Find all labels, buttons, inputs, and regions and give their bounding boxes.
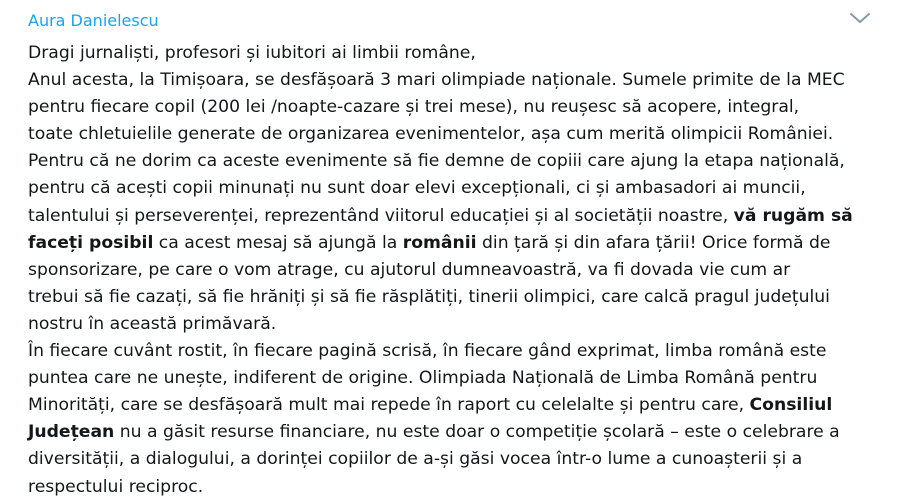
text-segment: din țară și din afara țării! Orice formă de	[476, 232, 831, 253]
text-segment: Anul acesta, la Timișoara, se desfășoară 3 mari olimpiade naționale. Sumele primite de la MEC	[28, 70, 845, 91]
text-segment: toate chletuielile generate de organizarea evenimentelor, așa cum merită olimpicii României.	[28, 124, 834, 145]
text-segment: pentru fiecare copil (200 lei /noapte-cazare și trei mese), nu reușesc să acopere, integral,	[28, 97, 800, 118]
tweet-text-line	[28, 474, 878, 501]
bold-text-segment: românii	[402, 232, 477, 253]
text-segment: ca acest mesaj să ajungă la	[153, 232, 403, 253]
text-segment: puntea care ne unește, indiferent de origine. Olimpiada Națională de Limba Română pentru	[28, 368, 818, 389]
tweet-text-line	[28, 338, 878, 365]
tweet-text-line	[28, 230, 878, 257]
tweet-text-line	[28, 67, 878, 94]
tweet-text-line	[28, 446, 878, 473]
bold-text-segment: Județean	[28, 422, 115, 443]
text-segment: Pentru că ne dorim ca aceste evenimente să fie demne de copiii care ajung la etapa națională,	[28, 151, 845, 172]
bold-text-segment: faceți posibil	[28, 232, 154, 253]
tweet-text	[28, 40, 878, 501]
bold-text-segment: vă rugăm să	[733, 205, 853, 226]
tweet-text-line	[28, 40, 878, 67]
text-segment: pentru că acești copii minunați nu sunt doar elevi excepționali, ci și ambasadori ai muncii,	[28, 178, 806, 199]
tweet-text-line	[28, 284, 878, 311]
tweet-text-line	[28, 148, 878, 175]
text-segment: respectului reciproc.	[28, 476, 204, 497]
tweet-text-line	[28, 94, 878, 121]
text-segment: nu a găsit resurse financiare, nu este doar o competiție școlară – este o celebrare a	[114, 422, 840, 443]
text-segment: În fiecare cuvânt rostit, în fiecare pagină scrisă, în fiecare gând exprimat, limba română este	[28, 341, 827, 362]
tweet-text-line	[28, 121, 878, 148]
tweet-text-line	[28, 392, 878, 419]
tweet-text-line	[28, 175, 878, 202]
text-segment: talentului și perseverenței, reprezentând viitorul educației și al societății noastre,	[28, 205, 734, 226]
tweet-text-line	[28, 203, 878, 230]
tweet-text-line	[28, 257, 878, 284]
more-options-button[interactable]	[848, 8, 872, 28]
text-segment: nostru în această primăvară.	[28, 313, 277, 334]
text-segment: Minorități, care se desfășoară mult mai repede în raport cu celelalte și pentru care,	[28, 395, 750, 416]
tweet-text-line	[28, 419, 878, 446]
text-segment: sponsorizare, pe care o vom atrage, cu ajutorul dumneavoastră, va fi dovada vie cum ar	[28, 259, 791, 280]
tweet-text-line	[28, 365, 878, 392]
chevron-down-icon	[849, 11, 871, 25]
bold-text-segment: Consiliul	[749, 395, 833, 416]
text-segment: trebui să fie cazați, să fie hrăniți și să fie răsplătiți, tinerii olimpici, care calcă pragul județului	[28, 286, 830, 307]
tweet-text-line	[28, 311, 878, 338]
text-segment: Dragi jurnaliști, profesori și iubitori ai limbii române,	[28, 43, 476, 63]
author-name-link[interactable]: Aura Danielescu	[28, 11, 159, 30]
text-segment: diversității, a dialogului, a dorinței copiilor de a-și găsi vocea într-o lume a cunoașterii și a	[28, 449, 803, 470]
